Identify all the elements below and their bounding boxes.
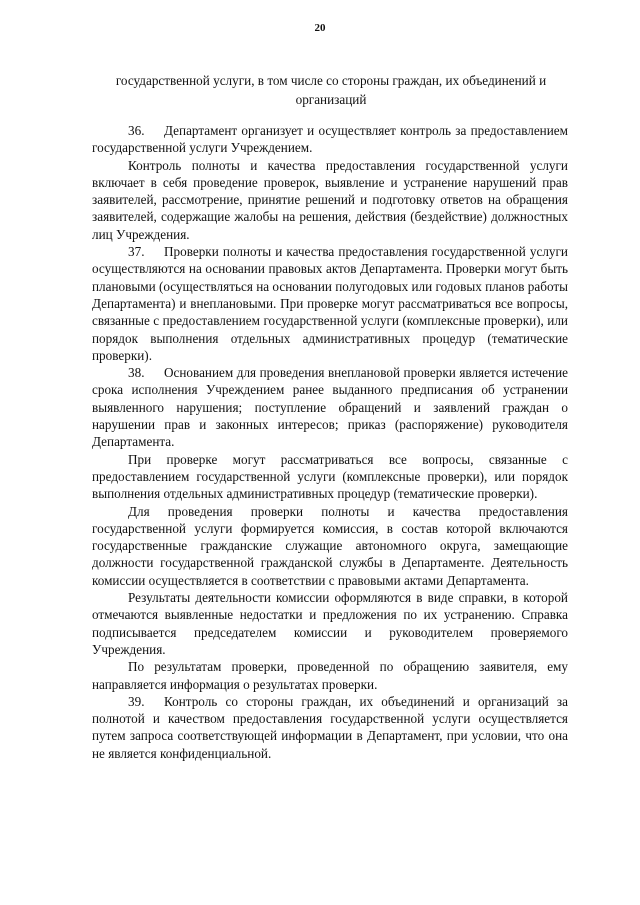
paragraph-text: При проверке могут рассматриваться все вопросы, связанные с предоставлением государственной услуги (комплексные проверки), или порядок выполнения отдельных административных процедур (тематические проверки). [92,451,568,502]
paragraph-text: Основанием для проведения внеплановой проверки является истечение срока исполнения Учреждением ранее выданного предписания об устранении выявленного нарушения; поступление обращений и заявлений граждан о нарушении прав и законных интересов; приказ (распоряжение) руководителя Департамента. [92,365,568,450]
section-heading: государственной услуги, в том числе со стороны граждан, их объединений и организаций [115,73,547,107]
paragraph-text: Для проведения проверки полноты и качества предоставления государственной услуги формируется комиссия, в состав которой включаются государственные гражданские служащие автономного округа, замещающие должности государственной гражданской службы в Департаменте. Деятельность комиссии осуществляется в соответствии с правовыми актами Департамента. [92,503,568,588]
paragraph-text: Контроль полноты и качества предоставления государственной услуги включает в себя проведение проверок, выявление и устранение нарушений прав заявителей, рассмотрение, принятие решений и подготовку ответов на обращения заявителей, содержащие жалобы на решения, действия (бездействие) должностных лиц Учреждения. [92,157,568,242]
paragraph-37 [92,243,568,364]
paragraph-38-scope [92,451,568,503]
paragraph-text: Контроль со стороны граждан, их объединений и организаций за полнотой и качеством предоставления государственной услуги осуществляется путем запроса соответствующей информации в Департамент, при условии, что она не является конфиденциальной. [92,693,568,761]
paragraph-39 [92,693,568,762]
paragraph-38-notification [92,658,568,693]
paragraph-36-control-scope [92,157,568,243]
paragraph-number: 37. [128,244,145,260]
paragraph-text: Результаты деятельности комиссии оформляются в виде справки, в которой отмечаются выявленные недостатки и предложения по их устранению. Справка подписывается председателем комиссии и руководителем проверяемого Учреждения. [92,590,568,657]
paragraph-36 [92,122,568,157]
paragraph-text: Проверки полноты и качества предоставления государственной услуги осуществляются на основании правовых актов Департамента. Проверки могут быть плановыми (осуществляться на основании полугодовых или годовых планов работы Департамента) и внеплановыми. При проверке могут рассматриваться все вопросы, связанные с предоставлением государственной услуги (комплексные проверки), или порядок выполнения отдельных административных процедур (тематические проверки). [92,244,568,363]
paragraph-number: 36. [128,123,145,138]
paragraph-number: 39. [128,693,145,709]
page-number: 20 [314,22,326,34]
document-body [92,122,568,762]
paragraph-text: По результатам проверки, проведенной по обращению заявителя, ему направляется информация о результатах проверки. [92,659,568,692]
paragraph-38 [92,364,568,450]
paragraph-number: 38. [128,365,145,381]
paragraph-38-results [92,589,568,658]
paragraph-text: Департамент организует и осуществляет контроль за предоставлением государственной услуги Учреждением. [92,123,568,156]
paragraph-38-commission [92,503,568,589]
